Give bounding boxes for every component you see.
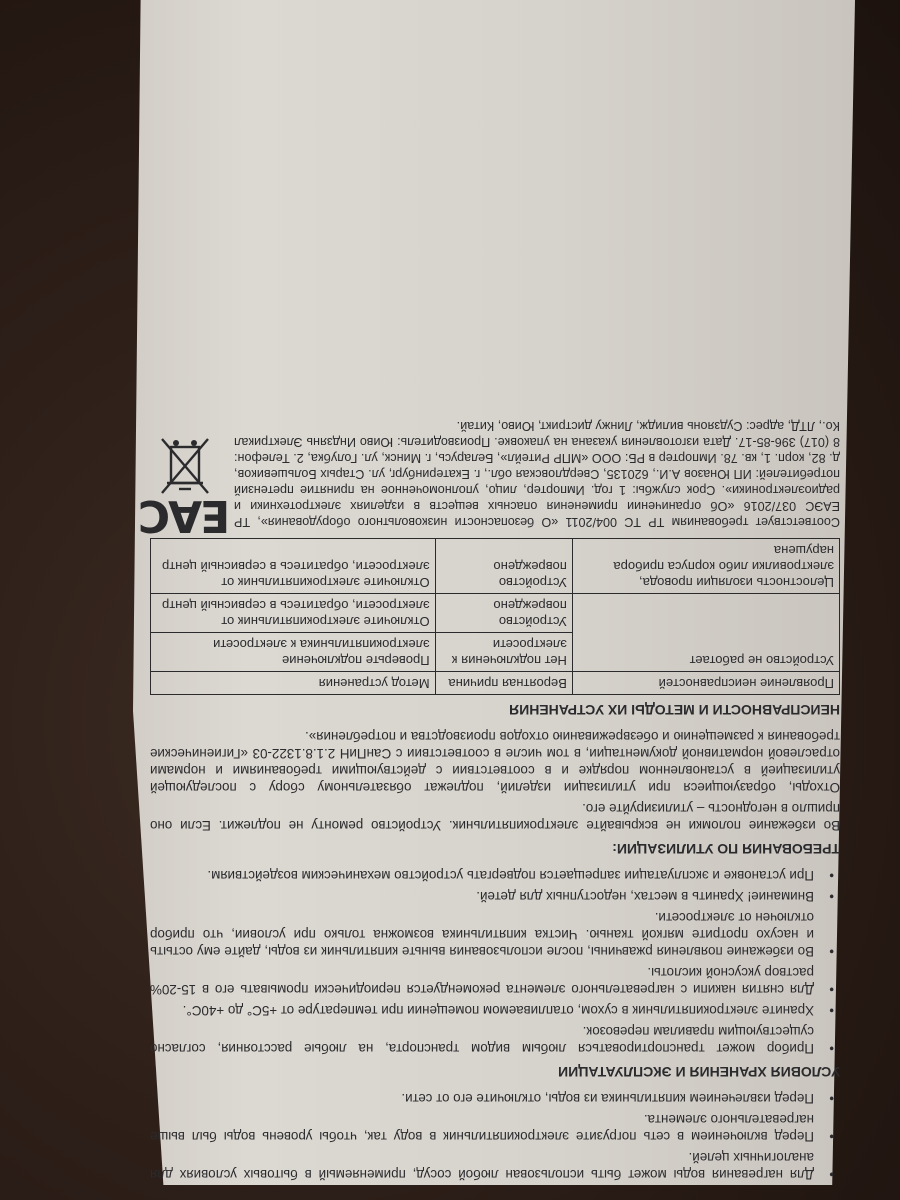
table-row [151,633,840,672]
storage-bullet: • Прибор может транспортироваться любым видом транспорта, на любые расстояния, согласно существующим правилам перевозок. [150,1023,840,1057]
footer [139,418,840,541]
intro-bullet: • Перед извлечением кипятильника из воды, отключите его от сети. [150,1090,840,1107]
intro-bullet: • Перед включением в сеть погрузите электрокипятильник в воду так, чтобы уровень воды был выше нагревательного элемента. [150,1111,840,1145]
table-cell-fix: Проверьте подключение электрокипятильника к электросети [151,633,436,672]
column-header: Проявление неисправностей [572,672,839,695]
disposal-paragraph: Во избежание поломки не вскрывайте электрокипятильник. Устройство ремонту не подлежит. Если оно пришло в негодность – утилизируйте его. [150,801,840,833]
storage-bullet: • Для снятия накипи с нагревательного элемента рекомендуется периодически промывать его в 15-20% раствор уксусной кислоты. [150,964,840,998]
compliance-text: Соответствует требованиям ТР ТС 004/2011 «О безопасности низковольтного оборудования», ТР ЕАЭС 037/2016 «Об ограничении применения опасных веществ в изделиях электротехники и радиоэлектроники». Срок службы: 1 год. Импортер, лицо, уполномоченное на принятие претензий потребителей: ИП Юназов А.И., 620135, Свердловская обл., г. Екатеринбург, ул. Старых Большевиков, д. 82, корп. 1, кв. 78. Импортер в РБ: ООО «МПР Ритейл», Беларусь, г. Минск, ул. Голубка, 2. Телефон: 8 (017) 396-85-17. Дата изготовления указана на упаковке. Производитель: Юиво Индзянь Электрикал Ко., ЛТД, адрес: Судзяонь вилидж, Линжу дистрикт, Юиво, Китай. [234,419,840,529]
column-header: Метод устранения [151,672,436,695]
table-header-row [151,672,840,695]
table-row [151,539,840,594]
table-cell-cause: Устройство повреждено [435,539,572,594]
eac-mark: EAC [139,490,231,541]
faults-table [150,538,840,695]
intro-bullet: • Для нагревания воды может быть использован любой сосуд, применяемый в бытовых условиях для аналогичных целей. [150,1149,840,1183]
table-cell-cause: Нет подключения к электросети [435,633,572,672]
disposal-paragraph: Отходы, образующиеся при утилизации изделий, подлежат обязательному сбору с последующей утилизацией в установленном порядке и в соответствии с действующими требованиями и нормами отраслевой нормативной документации, в том числе в соответствии с СанПиН 2.1.8.1322-03 «Гигиенические требования к размещению и обезвреживанию отходов производства и потребления». [150,729,840,795]
leaflet-content [139,18,840,1183]
storage-bullet: • Храните электрокипятильник в сухом, отапливаемом помещении при температуре от +5С° до +40С°. [150,1002,840,1019]
faults-heading: НЕИСПРАВНОСТИ И МЕТОДЫ ИХ УСТРАНЕНИЯ [509,702,840,718]
crossed-out-bin-icon [158,435,212,497]
storage-bullet: • При установке и эксплуатации запрещается подвергать устройство механическим воздействиям. [150,867,840,884]
disposal-heading: ТРЕБОВАНИЯ ПО УТИЛИЗАЦИИ: [612,841,840,857]
table-cell-fix: Отключите электрокипятильник от электросети, обратитесь в сервисный центр [151,594,436,633]
certification-marks [139,435,231,541]
table-cell-problem: Целостность изоляции провода, электровилки либо корпуса прибора нарушена [572,539,839,594]
table-cell-cause: Устройство повреждено [435,594,572,633]
storage-bullet: • Внимание! Хранить в местах, недоступных для детей. [150,888,840,905]
storage-heading: УСЛОВИЯ ХРАНЕНИЯ И ЭКСПЛУАТАЦИИ [558,1064,840,1080]
table-cell-fix: Отключите электрокипятильник от электросети, обратитесь в сервисный центр [151,539,436,594]
column-header: Вероятная причина [435,672,572,695]
storage-bullet: • Во избежание появления ржавчины, после использования выньте кипятильник из воды, дайте ему остыть и насухо протрите мягкой тканью. Чистка кипятильника возможна только при условии, что прибор отключен от электросети. [150,909,840,960]
table-cell-problem: Устройство не работает [572,594,839,672]
